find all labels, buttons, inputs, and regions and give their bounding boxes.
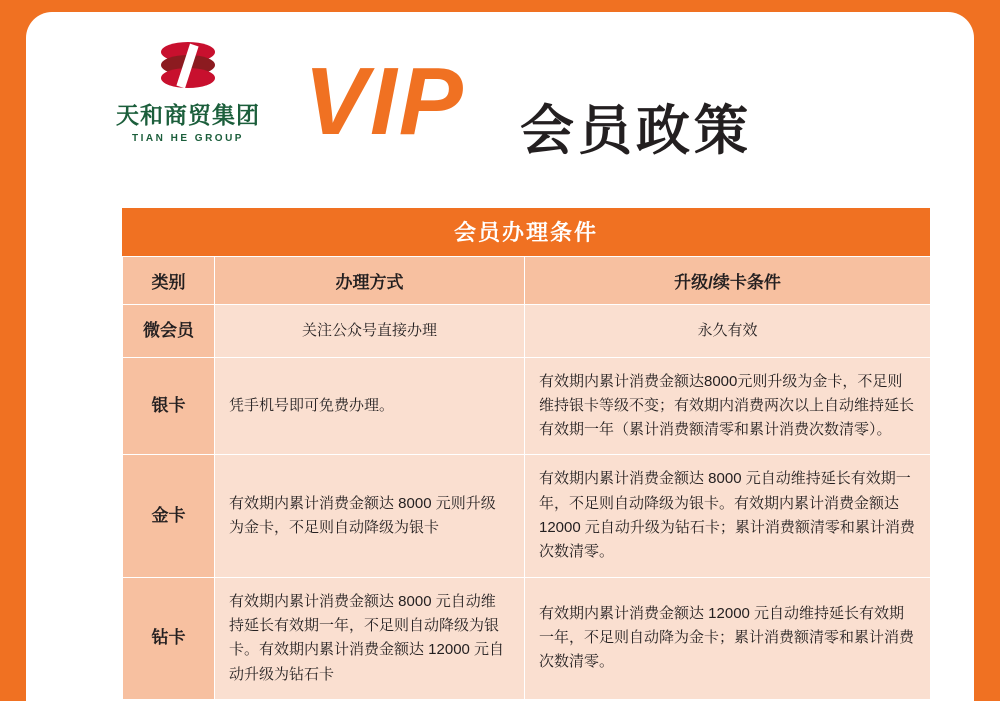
table-header-row	[123, 257, 931, 305]
table-body	[123, 305, 931, 700]
table-row	[123, 455, 931, 577]
cell-condition: 有效期内累计消费金额达8000元则升级为金卡，不足则维持银卡等级不变；有效期内消费两次以上自动维持延长有效期一年（累计消费额清零和累计消费次数清零）。	[525, 357, 931, 455]
poster-card	[26, 12, 974, 701]
cell-category: 银卡	[123, 357, 215, 455]
stacked-discs-icon	[153, 42, 223, 98]
table-row	[123, 357, 931, 455]
cell-method: 有效期内累计消费金额达 8000 元则升级为金卡，不足则自动降级为银卡	[215, 455, 525, 577]
membership-section	[122, 208, 930, 700]
poster-header	[26, 12, 974, 188]
cell-category: 钻卡	[123, 577, 215, 699]
brand-name-cn: 天和商贸集团	[116, 102, 260, 128]
section-title: 会员办理条件	[122, 208, 930, 256]
table-row	[123, 305, 931, 358]
page-title-main: VIP	[304, 48, 465, 155]
brand-name-en: TIAN HE GROUP	[132, 132, 244, 144]
column-header-condition: 升级/续卡条件	[525, 257, 931, 305]
brand-logo	[88, 42, 288, 144]
cell-category: 金卡	[123, 455, 215, 577]
page-title-sub: 会员政策	[520, 101, 752, 161]
column-header-method: 办理方式	[215, 257, 525, 305]
cell-condition: 有效期内累计消费金额达 8000 元自动维持延长有效期一年，不足则自动降级为银卡。有效期内累计消费金额达 12000 元自动升级为钻石卡；累计消费额清零和累计消费次数清零。	[525, 455, 931, 577]
table-row	[123, 577, 931, 699]
column-header-category: 类别	[123, 257, 215, 305]
membership-policy-table	[122, 256, 931, 700]
cell-condition: 永久有效	[525, 305, 931, 358]
table-header	[123, 257, 931, 305]
cell-method: 凭手机号即可免费办理。	[215, 357, 525, 455]
cell-method: 有效期内累计消费金额达 8000 元自动维持延长有效期一年，不足则自动降级为银卡。有效期内累计消费金额达 12000 元自动升级为钻石卡	[215, 577, 525, 699]
cell-category: 微会员	[123, 305, 215, 358]
cell-condition: 有效期内累计消费金额达 12000 元自动维持延长有效期一年，不足则自动降为金卡；累计消费额清零和累计消费次数清零。	[525, 577, 931, 699]
cell-method: 关注公众号直接办理	[215, 305, 525, 358]
